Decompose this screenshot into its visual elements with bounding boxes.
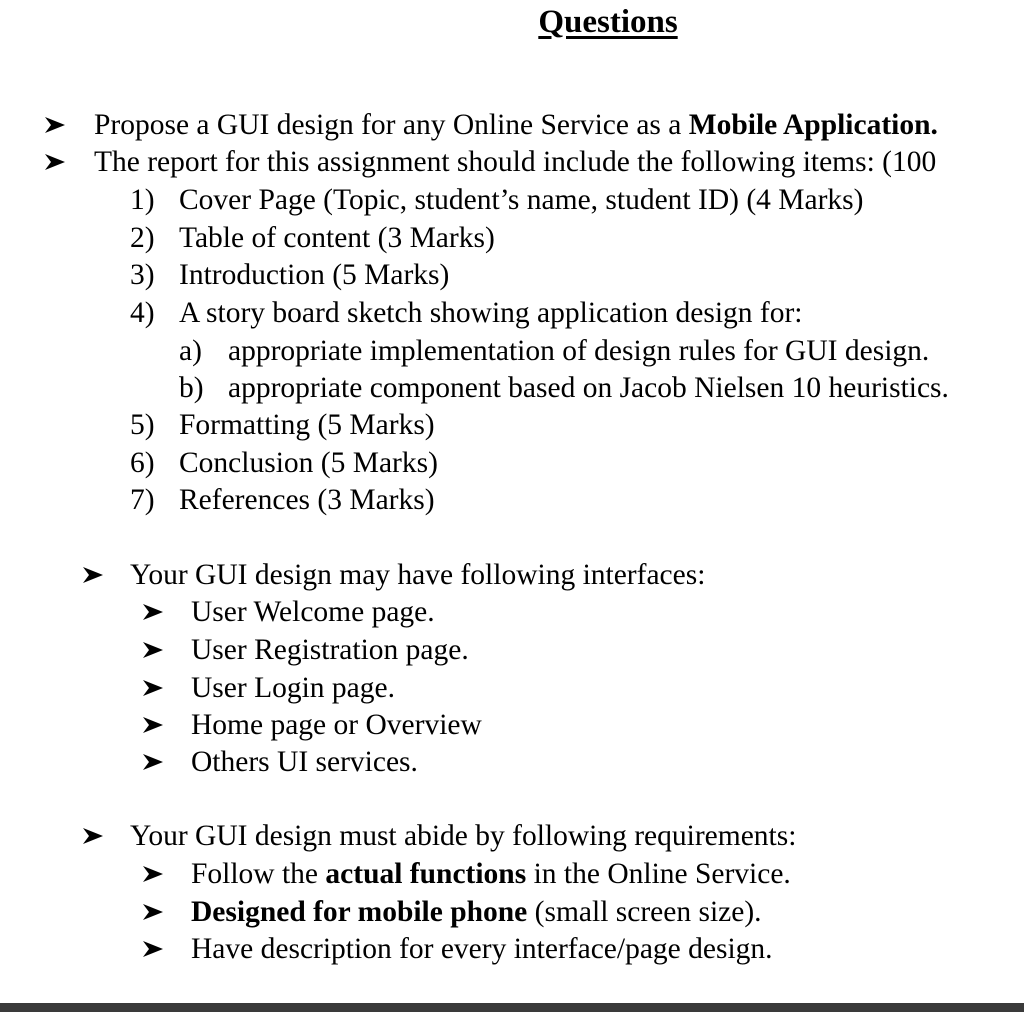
list-item-text: Table of content (3 Marks) xyxy=(179,222,495,254)
item-number: 7) xyxy=(130,484,155,516)
item-number: 1) xyxy=(130,184,155,216)
arrow-bullet-icon xyxy=(142,940,164,958)
requirement-text: in the Online Service. xyxy=(526,858,791,890)
item-number: 3) xyxy=(130,259,155,291)
arrow-bullet-icon xyxy=(82,566,104,584)
sub-item xyxy=(179,371,204,405)
arrow-bullet-icon xyxy=(142,603,164,621)
arrow-bullet-icon xyxy=(44,116,66,134)
list-item xyxy=(130,408,155,442)
list-item-text: Introduction (5 Marks) xyxy=(179,259,450,291)
list-item-text: Conclusion (5 Marks) xyxy=(179,447,438,479)
bullet-propose xyxy=(94,108,938,142)
interface-item: User Registration page. xyxy=(191,634,469,666)
list-item xyxy=(130,258,155,292)
item-letter: a) xyxy=(179,335,202,367)
arrow-bullet-icon xyxy=(82,827,104,845)
interface-item: User Login page. xyxy=(191,672,395,704)
requirement-item: Have description for every interface/page design. xyxy=(191,933,773,965)
list-item-text: References (3 Marks) xyxy=(179,484,435,516)
list-item xyxy=(130,483,155,517)
arrow-bullet-icon xyxy=(142,753,164,771)
list-item xyxy=(130,446,155,480)
list-item xyxy=(130,183,155,217)
requirement-bold: actual functions xyxy=(325,858,527,890)
item-number: 6) xyxy=(130,447,155,479)
requirement-item xyxy=(191,895,762,929)
arrow-bullet-icon xyxy=(142,865,164,883)
item-number: 5) xyxy=(130,409,155,441)
arrow-bullet-icon xyxy=(142,679,164,697)
item-number: 4) xyxy=(130,297,155,329)
interfaces-heading: Your GUI design may have following interfaces: xyxy=(130,559,706,591)
requirement-bold: Designed for mobile phone xyxy=(191,896,528,928)
sub-item-text: appropriate component based on Jacob Nielsen 10 heuristics. xyxy=(228,372,949,404)
bottom-bar xyxy=(0,1003,1024,1012)
sub-item xyxy=(179,334,202,368)
list-item-text: A story board sketch showing application design for: xyxy=(179,297,803,329)
bullet-report: The report for this assignment should include the following items: (100 xyxy=(94,146,937,178)
interface-item: Others UI services. xyxy=(191,746,418,778)
requirement-text: (small screen size). xyxy=(527,896,762,928)
arrow-bullet-icon xyxy=(142,903,164,921)
arrow-bullet-icon xyxy=(44,153,66,171)
list-item-text: Cover Page (Topic, student’s name, student ID) (4 Marks) xyxy=(179,184,864,216)
list-item xyxy=(130,296,155,330)
list-item-text: Formatting (5 Marks) xyxy=(179,409,435,441)
bullet-propose-text: Propose a GUI design for any Online Service as a xyxy=(94,109,689,141)
requirement-item xyxy=(191,857,791,891)
arrow-bullet-icon xyxy=(142,716,164,734)
sub-item-text: appropriate implementation of design rules for GUI design. xyxy=(228,335,930,367)
page-title: Questions xyxy=(538,4,678,40)
requirement-text: Follow the xyxy=(191,858,326,890)
bullet-propose-bold: Mobile Application. xyxy=(688,109,938,141)
list-item xyxy=(130,221,155,255)
arrow-bullet-icon xyxy=(142,641,164,659)
item-letter: b) xyxy=(179,372,204,404)
item-number: 2) xyxy=(130,222,155,254)
requirements-heading: Your GUI design must abide by following requirements: xyxy=(130,820,797,852)
interface-item: User Welcome page. xyxy=(191,596,435,628)
interface-item: Home page or Overview xyxy=(191,709,482,741)
